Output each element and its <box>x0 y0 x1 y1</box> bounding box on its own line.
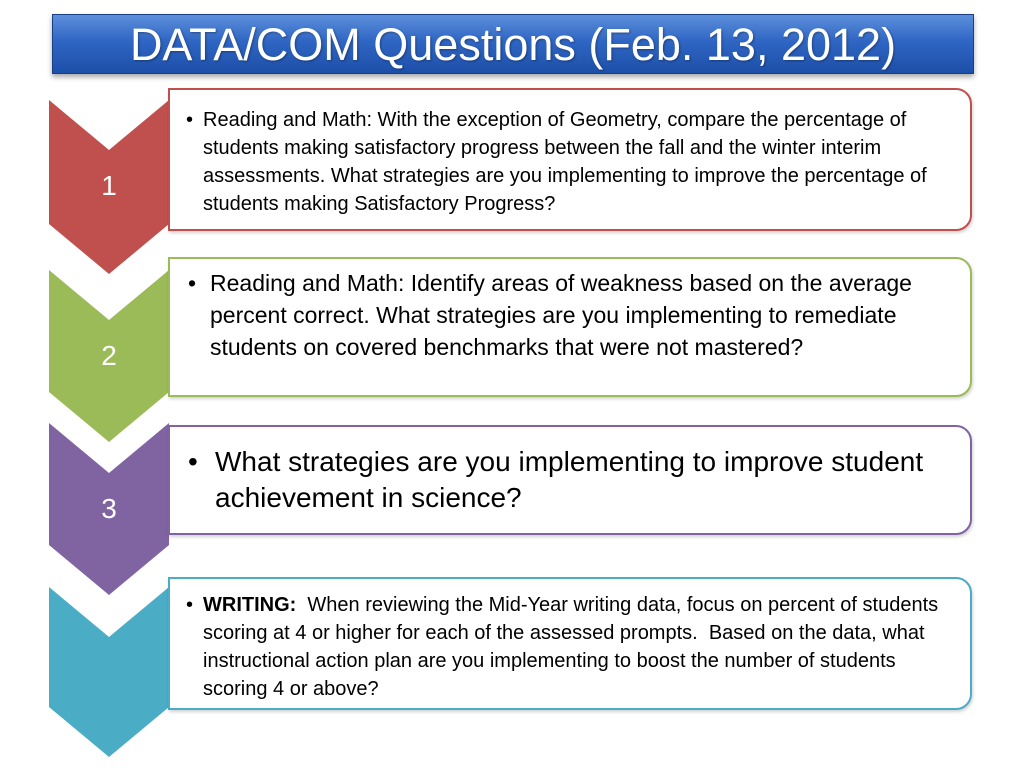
step-2-list <box>188 267 960 363</box>
step-1-card <box>168 88 972 231</box>
slide-title-bar <box>52 14 974 74</box>
step-4-lead: WRITING: <box>203 594 297 616</box>
chevron-down-icon <box>49 587 169 757</box>
step-3-card <box>168 425 972 535</box>
step-2-text: Reading and Math: Identify areas of weakness based on the average percent correct. What strategies are you implementing to remediate students on covered benchmarks that were not mastered? <box>210 270 912 360</box>
step-2-chevron <box>49 270 169 442</box>
step-3-chevron <box>49 423 169 595</box>
step-3-text: What strategies are you implementing to improve student achievement in science? <box>215 446 924 513</box>
step-1-bullet <box>186 106 960 218</box>
step-1-list <box>186 106 960 218</box>
step-3-number: 3 <box>101 493 117 524</box>
step-4-text: When reviewing the Mid-Year writing data, focus on percent of students scoring at 4 or higher for each of the assessed prompts. Based on the data, what instructional action plan are you implementing to boost the number of students scoring 4 or above? <box>203 594 944 700</box>
step-4-bullet <box>186 591 960 703</box>
step-2-number: 2 <box>101 340 117 371</box>
step-1-number: 1 <box>101 170 117 201</box>
step-1-chevron <box>49 100 169 274</box>
slide-title: DATA/COM Questions (Feb. 13, 2012) <box>129 18 897 70</box>
step-3-bullet <box>188 444 930 516</box>
step-2-bullet <box>188 267 960 363</box>
step-3-list <box>188 444 930 516</box>
step-1-text: Reading and Math: With the exception of Geometry, compare the percentage of students making satisfactory progress between the fall and the winter interim assessments. What strategies are you implementing to improve the percentage of students making Satisfactory Progress? <box>203 109 927 215</box>
step-4-list <box>186 591 960 703</box>
step-4-chevron <box>49 587 169 757</box>
step-4-card <box>168 577 972 710</box>
step-2-card <box>168 257 972 397</box>
